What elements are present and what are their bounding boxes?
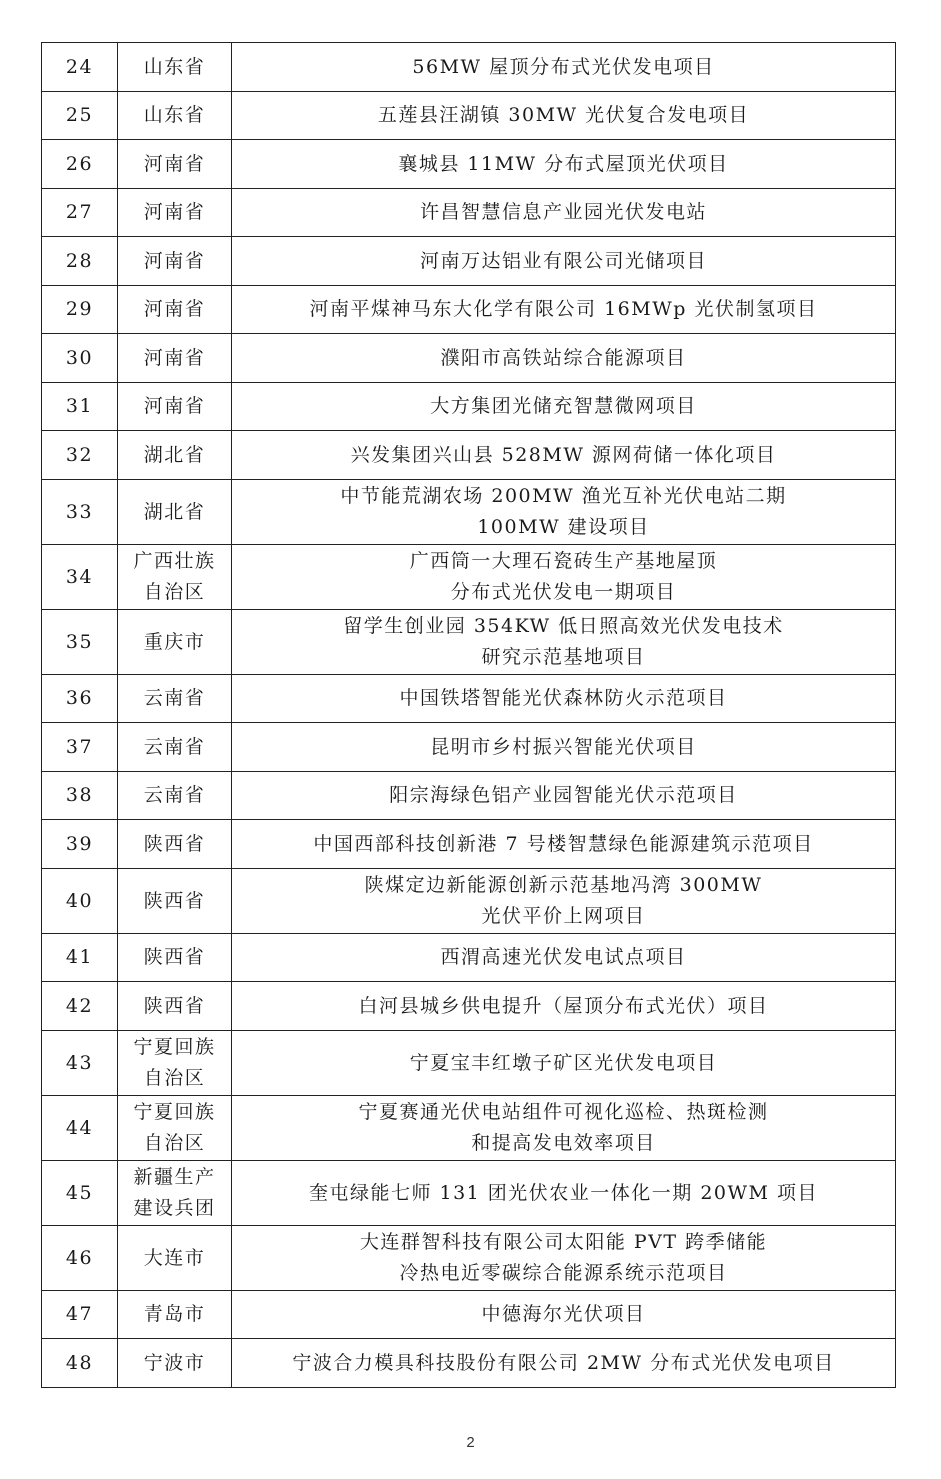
- project-name-line: 56MW 屋顶分布式光伏发电项目: [412, 55, 715, 78]
- project-name-line: 中国西部科技创新港 7 号楼智慧绿色能源建筑示范项目: [313, 832, 814, 855]
- row-number-cell: 48: [42, 1339, 118, 1388]
- province-line: 宁夏回族: [133, 1036, 216, 1058]
- province-cell: [118, 334, 232, 383]
- project-name-cell: [232, 189, 896, 237]
- table-row: [42, 189, 896, 237]
- province-cell: [118, 1339, 232, 1388]
- province-line: 自治区: [143, 581, 206, 603]
- table-row: [42, 1031, 896, 1096]
- province-cell: [118, 723, 232, 772]
- project-name-line: 襄城县 11MW 分布式屋顶光伏项目: [398, 152, 729, 175]
- row-number-cell: 37: [42, 723, 118, 772]
- project-name-line: 和提高发电效率项目: [471, 1132, 656, 1154]
- table-row: [42, 383, 896, 431]
- province-line: 河南省: [143, 249, 206, 272]
- province-line: 河南省: [143, 152, 206, 175]
- table-row: [42, 1096, 896, 1161]
- table-row: [42, 43, 896, 92]
- table-row: [42, 1339, 896, 1388]
- project-name-line: 昆明市乡村振兴智能光伏项目: [430, 735, 697, 758]
- project-name-line: 宁夏宝丰红墩子矿区光伏发电项目: [409, 1051, 718, 1074]
- project-name-line: 兴发集团兴山县 528MW 源网荷储一体化项目: [350, 443, 777, 466]
- province-line: 河南省: [143, 346, 206, 369]
- province-line: 河南省: [143, 298, 206, 320]
- table-row: [42, 869, 896, 934]
- province-cell: [118, 237, 232, 286]
- row-number-cell: 29: [42, 286, 118, 334]
- row-number-cell: 32: [42, 431, 118, 480]
- row-number-cell: 25: [42, 92, 118, 140]
- row-number-cell: 27: [42, 189, 118, 237]
- project-name-line: 广西筒一大理石瓷砖生产基地屋顶: [409, 550, 718, 572]
- table-row: [42, 675, 896, 723]
- table-row: [42, 723, 896, 772]
- row-number-cell: 43: [42, 1031, 118, 1096]
- project-name-cell: [232, 1031, 896, 1096]
- project-table: [41, 42, 896, 1388]
- table-row: [42, 334, 896, 383]
- project-name-cell: [232, 1226, 896, 1291]
- project-name-cell: [232, 772, 896, 820]
- province-line: 自治区: [143, 1132, 206, 1154]
- row-number-cell: 44: [42, 1096, 118, 1161]
- project-name-line: 阳宗海绿色铝产业园智能光伏示范项目: [389, 784, 738, 806]
- province-cell: [118, 610, 232, 675]
- table-row: [42, 1291, 896, 1339]
- table-row: [42, 982, 896, 1031]
- table-row: [42, 1161, 896, 1226]
- province-line: 山东省: [143, 104, 206, 126]
- province-line: 宁夏回族: [133, 1101, 216, 1123]
- province-cell: [118, 1291, 232, 1339]
- table-row: [42, 140, 896, 189]
- province-line: 陕西省: [143, 994, 206, 1017]
- province-line: 建设兵团: [133, 1197, 216, 1219]
- row-number-cell: 42: [42, 982, 118, 1031]
- province-line: 青岛市: [143, 1303, 206, 1325]
- project-name-line: 濮阳市高铁站综合能源项目: [440, 346, 687, 369]
- project-name-line: 冷热电近零碳综合能源系统示范项目: [399, 1262, 728, 1284]
- table-row: [42, 431, 896, 480]
- project-name-line: 河南平煤神马东大化学有限公司 16MWp 光伏制氢项目: [309, 298, 818, 320]
- project-name-cell: [232, 480, 896, 545]
- table-row: [42, 934, 896, 982]
- row-number-cell: 46: [42, 1226, 118, 1291]
- row-number-cell: 35: [42, 610, 118, 675]
- project-name-cell: [232, 43, 896, 92]
- table-row: [42, 480, 896, 545]
- province-cell: [118, 286, 232, 334]
- project-name-line: 奎屯绿能七师 131 团光伏农业一体化一期 20WM 项目: [308, 1181, 819, 1204]
- project-name-line: 中节能荒湖农场 200MW 渔光互补光伏电站二期: [340, 485, 787, 507]
- row-number-cell: 47: [42, 1291, 118, 1339]
- project-name-line: 留学生创业园 354KW 低日照高效光伏发电技术: [343, 615, 784, 637]
- project-name-cell: [232, 869, 896, 934]
- project-name-cell: [232, 545, 896, 610]
- row-number-cell: 41: [42, 934, 118, 982]
- project-name-cell: [232, 1161, 896, 1226]
- province-cell: [118, 982, 232, 1031]
- table-row: [42, 610, 896, 675]
- project-name-cell: [232, 334, 896, 383]
- project-name-cell: [232, 675, 896, 723]
- province-line: 山东省: [143, 55, 206, 78]
- project-table-body: [42, 43, 896, 1388]
- project-name-line: 五莲县汪湖镇 30MW 光伏复合发电项目: [377, 104, 750, 126]
- project-name-line: 河南万达铝业有限公司光储项目: [419, 249, 707, 272]
- province-cell: [118, 43, 232, 92]
- project-name-line: 陕煤定边新能源创新示范基地冯湾 300MW: [364, 874, 763, 896]
- table-row: [42, 820, 896, 869]
- project-name-cell: [232, 610, 896, 675]
- project-name-cell: [232, 982, 896, 1031]
- project-name-line: 分布式光伏发电一期项目: [450, 581, 677, 603]
- row-number-cell: 24: [42, 43, 118, 92]
- project-name-cell: [232, 934, 896, 982]
- province-line: 湖北省: [143, 443, 206, 466]
- row-number-cell: 39: [42, 820, 118, 869]
- province-cell: [118, 383, 232, 431]
- project-name-line: 中德海尔光伏项目: [481, 1303, 646, 1325]
- table-row: [42, 92, 896, 140]
- table-row: [42, 545, 896, 610]
- row-number-cell: 30: [42, 334, 118, 383]
- province-cell: [118, 934, 232, 982]
- row-number-cell: 40: [42, 869, 118, 934]
- province-cell: [118, 189, 232, 237]
- project-name-cell: [232, 820, 896, 869]
- province-line: 云南省: [143, 687, 206, 709]
- province-cell: [118, 92, 232, 140]
- page-number: 2: [466, 1434, 475, 1451]
- project-name-cell: [232, 431, 896, 480]
- province-line: 陕西省: [143, 832, 206, 855]
- province-cell: [118, 675, 232, 723]
- province-line: 新疆生产: [133, 1166, 216, 1188]
- province-line: 重庆市: [143, 630, 206, 653]
- province-cell: [118, 140, 232, 189]
- province-cell: [118, 772, 232, 820]
- province-cell: [118, 480, 232, 545]
- province-cell: [118, 1096, 232, 1161]
- project-name-cell: [232, 237, 896, 286]
- project-name-cell: [232, 723, 896, 772]
- project-name-line: 宁波合力模具科技股份有限公司 2MW 分布式光伏发电项目: [292, 1351, 835, 1374]
- province-line: 自治区: [143, 1067, 206, 1089]
- province-cell: [118, 1031, 232, 1096]
- province-cell: [118, 1161, 232, 1226]
- project-name-cell: [232, 1339, 896, 1388]
- project-name-line: 白河县城乡供电提升（屋顶分布式光伏）项目: [358, 994, 769, 1017]
- project-name-line: 研究示范基地项目: [481, 646, 646, 668]
- table-row: [42, 237, 896, 286]
- project-name-line: 宁夏赛通光伏电站组件可视化巡检、热斑检测: [358, 1101, 769, 1123]
- province-cell: [118, 869, 232, 934]
- table-row: [42, 286, 896, 334]
- province-line: 云南省: [143, 784, 206, 806]
- row-number-cell: 45: [42, 1161, 118, 1226]
- row-number-cell: 31: [42, 383, 118, 431]
- project-name-cell: [232, 383, 896, 431]
- table-row: [42, 1226, 896, 1291]
- row-number-cell: 38: [42, 772, 118, 820]
- province-line: 宁波市: [143, 1351, 206, 1374]
- project-name-cell: [232, 286, 896, 334]
- project-name-line: 大方集团光储充智慧微网项目: [430, 395, 697, 417]
- province-line: 陕西省: [143, 946, 206, 968]
- row-number-cell: 33: [42, 480, 118, 545]
- province-line: 湖北省: [143, 500, 206, 523]
- province-cell: [118, 431, 232, 480]
- province-line: 云南省: [143, 735, 206, 758]
- project-name-cell: [232, 1291, 896, 1339]
- project-name-cell: [232, 140, 896, 189]
- province-cell: [118, 545, 232, 610]
- row-number-cell: 28: [42, 237, 118, 286]
- row-number-cell: 26: [42, 140, 118, 189]
- province-cell: [118, 1226, 232, 1291]
- row-number-cell: 36: [42, 675, 118, 723]
- project-name-cell: [232, 92, 896, 140]
- province-line: 河南省: [143, 395, 206, 417]
- project-name-line: 光伏平价上网项目: [481, 905, 646, 927]
- project-name-line: 大连群智科技有限公司太阳能 PVT 跨季储能: [359, 1231, 768, 1253]
- province-line: 大连市: [143, 1246, 206, 1269]
- province-line: 河南省: [143, 201, 206, 223]
- project-name-line: 中国铁塔智能光伏森林防火示范项目: [399, 687, 728, 709]
- project-name-line: 许昌智慧信息产业园光伏发电站: [419, 201, 707, 223]
- row-number-cell: 34: [42, 545, 118, 610]
- province-line: 陕西省: [143, 889, 206, 912]
- table-row: [42, 772, 896, 820]
- project-name-line: 100MW 建设项目: [477, 516, 650, 538]
- project-name-line: 西渭高速光伏发电试点项目: [440, 946, 687, 968]
- province-line: 广西壮族: [133, 550, 216, 572]
- project-name-cell: [232, 1096, 896, 1161]
- province-cell: [118, 820, 232, 869]
